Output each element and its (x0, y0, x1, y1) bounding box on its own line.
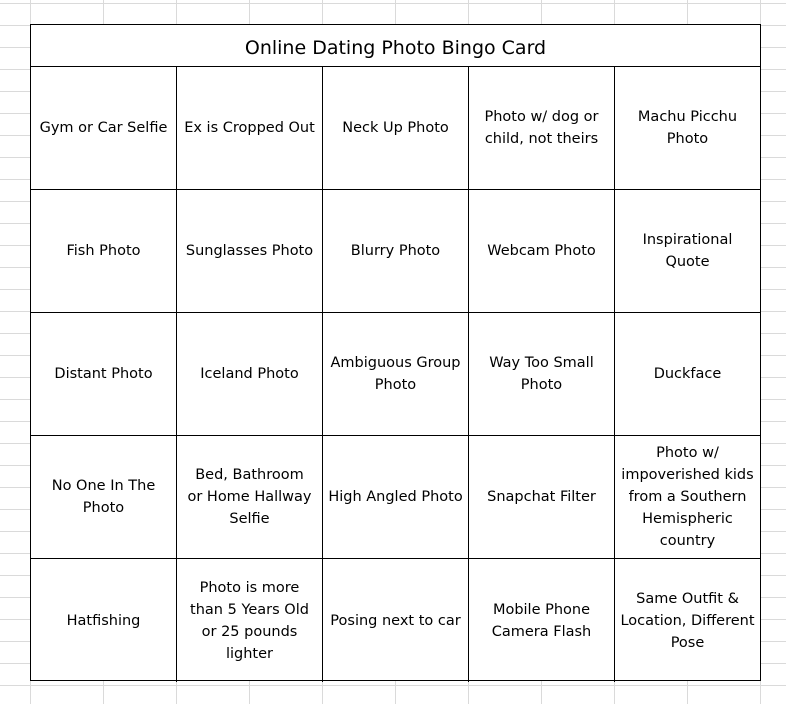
bingo-cell[interactable]: Way Too Small Photo (469, 313, 615, 436)
bingo-cell[interactable]: Photo is more than 5 Years Old or 25 pounds lighter (177, 559, 323, 682)
bingo-cell[interactable]: Ex is Cropped Out (177, 67, 323, 190)
bingo-cell[interactable]: High Angled Photo (323, 436, 469, 559)
bingo-cell[interactable]: Sunglasses Photo (177, 190, 323, 313)
bingo-cell[interactable]: Iceland Photo (177, 313, 323, 436)
bingo-cell[interactable]: Duckface (615, 313, 760, 436)
bingo-cell[interactable]: Photo w/ dog or child, not theirs (469, 67, 615, 190)
bingo-grid (31, 67, 760, 682)
bingo-cell[interactable]: Distant Photo (31, 313, 177, 436)
bingo-cell[interactable]: Webcam Photo (469, 190, 615, 313)
bingo-cell[interactable]: Machu Picchu Photo (615, 67, 760, 190)
bingo-cell[interactable]: Gym or Car Selfie (31, 67, 177, 190)
bingo-cell[interactable]: Posing next to car (323, 559, 469, 682)
bingo-cell[interactable]: Neck Up Photo (323, 67, 469, 190)
bingo-cell[interactable]: Bed, Bathroom or Home Hallway Selfie (177, 436, 323, 559)
bingo-cell[interactable]: Ambiguous Group Photo (323, 313, 469, 436)
bingo-cell[interactable]: Blurry Photo (323, 190, 469, 313)
bingo-cell[interactable]: No One In The Photo (31, 436, 177, 559)
bingo-cell[interactable]: Photo w/ impoverished kids from a Southern Hemispheric country (615, 436, 760, 559)
bingo-cell[interactable]: Fish Photo (31, 190, 177, 313)
bingo-cell[interactable]: Hatfishing (31, 559, 177, 682)
card-title[interactable]: Online Dating Photo Bingo Card (31, 25, 760, 67)
bingo-card (30, 24, 761, 681)
bingo-cell[interactable]: Same Outfit & Location, Different Pose (620, 590, 755, 651)
bingo-cell[interactable]: Inspirational Quote (615, 190, 760, 313)
bingo-cell[interactable]: Mobile Phone Camera Flash (469, 559, 615, 682)
bingo-cell[interactable]: Snapchat Filter (469, 436, 615, 559)
